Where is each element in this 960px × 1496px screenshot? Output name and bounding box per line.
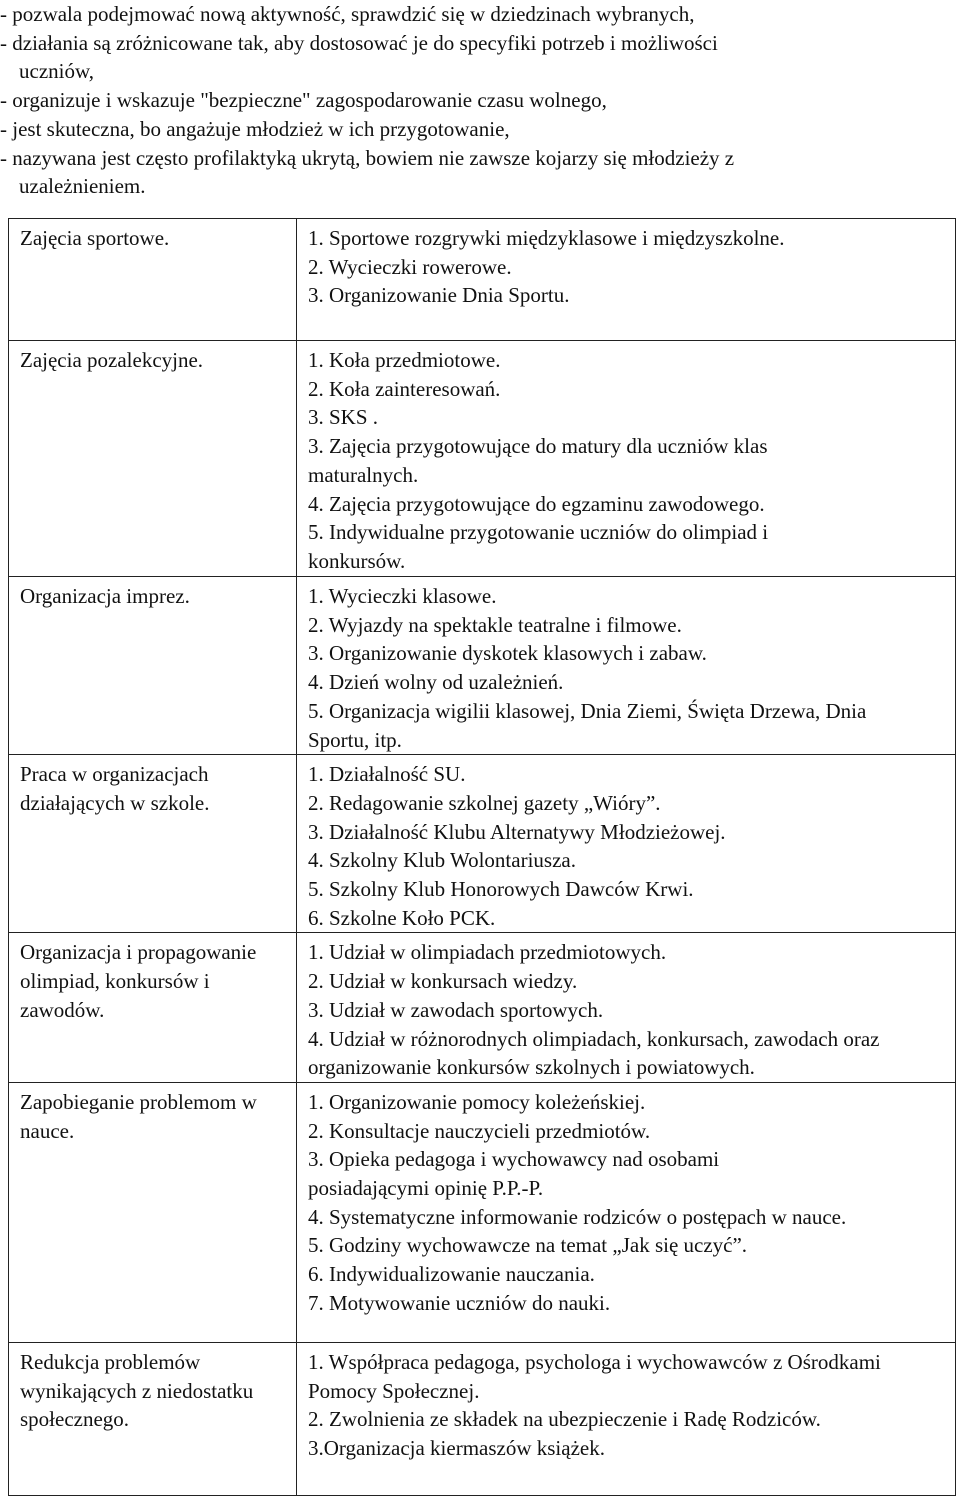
list-item: 6. Indywidualizowanie nauczania.: [308, 1262, 595, 1287]
category-cell: [9, 341, 297, 577]
list-item: 3.Organizacja kiermaszów książek.: [308, 1436, 605, 1461]
list-item: 3. SKS .: [308, 405, 379, 430]
table-row: [9, 341, 956, 577]
category-cell: [9, 933, 297, 1083]
list-item: 5. Szkolny Klub Honorowych Dawców Krwi.: [308, 877, 694, 902]
items-cell: [297, 1342, 956, 1495]
list-item: 5. Indywidualne przygotowanie uczniów do olimpiad i konkursów.: [308, 520, 769, 573]
category-label: Organizacja imprez.: [20, 584, 190, 608]
list-item: 1. Sportowe rozgrywki międzyklasowe i międzyszkolne.: [308, 226, 785, 250]
list-item: 1. Współpraca pedagoga, psychologa i wychowawców z Ośrodkami Pomocy Społecznej.: [308, 1349, 881, 1403]
category-cell: [9, 219, 297, 341]
list-item: 5. Godziny wychowawcze na temat „Jak się uczyć”.: [308, 1233, 748, 1258]
list-item: 2. Redagowanie szkolnej gazety „Wióry”.: [308, 790, 661, 815]
intro-line: - nazywana jest często profilaktyką ukrytą, bowiem nie zawsze kojarzy się młodzieży z: [0, 145, 735, 170]
items-cell: [297, 1082, 956, 1342]
list-item: 4. Dzień wolny od uzależnień.: [308, 670, 564, 695]
activities-table: [8, 218, 956, 1496]
list-item: 4. Udział w różnorodnych olimpiadach, konkursach, zawodach oraz organizowanie konkursów szkolnych i powiatowych.: [308, 1026, 880, 1080]
table-row: [9, 577, 956, 755]
list-item: 3. Organizowanie dyskotek klasowych i zabaw.: [308, 641, 707, 666]
items-cell: [297, 219, 956, 341]
table-row: [9, 755, 956, 933]
category-cell: [9, 755, 297, 933]
items-cell: [297, 933, 956, 1083]
list-item: 7. Motywowanie uczniów do nauki.: [308, 1290, 611, 1315]
list-item: 4. Zajęcia przygotowujące do egzaminu zawodowego.: [308, 491, 765, 516]
list-item: 3. Opieka pedagoga i wychowawcy nad osobami posiadającymi opinię P.P.-P.: [308, 1147, 720, 1201]
list-item: 4. Systematyczne informowanie rodziców o postępach w nauce.: [308, 1204, 847, 1229]
list-item: 3. Organizowanie Dnia Sportu.: [308, 283, 570, 308]
category-label: Zapobieganie problemom w nauce.: [20, 1089, 257, 1143]
list-item: 5. Organizacja wigilii klasowej, Dnia Ziemi, Święta Drzewa, Dnia Sportu, itp.: [308, 698, 867, 752]
list-item: 2. Wycieczki rowerowe.: [308, 254, 512, 279]
list-item: 2. Wyjazdy na spektakle teatralne i filmowe.: [308, 612, 682, 637]
intro-line: - organizuje i wskazuje "bezpieczne" zagospodarowanie czasu wolnego,: [0, 88, 607, 113]
items-cell: [297, 755, 956, 933]
table-row: [9, 219, 956, 341]
category-label: Praca w organizacjach działających w szkole.: [20, 762, 210, 815]
table-row: [9, 1082, 956, 1342]
list-item: 2. Zwolnienia ze składek na ubezpieczenie i Radę Rodziców.: [308, 1407, 821, 1432]
intro-line: uczniów,: [19, 59, 95, 84]
table-row: [9, 1342, 956, 1495]
category-cell: [9, 1342, 297, 1495]
items-cell: [297, 577, 956, 755]
list-item: 4. Szkolny Klub Wolontariusza.: [308, 848, 576, 873]
list-item: 2. Udział w konkursach wiedzy.: [308, 969, 578, 994]
list-item: 2. Koła zainteresowań.: [308, 376, 501, 401]
list-item: 1. Udział w olimpiadach przedmiotowych.: [308, 940, 667, 965]
list-item: 6. Szkolne Koło PCK.: [308, 905, 496, 930]
category-cell: [9, 577, 297, 755]
list-item: 1. Wycieczki klasowe.: [308, 584, 497, 608]
intro-list: [0, 0, 950, 201]
intro-line: - pozwala podejmować nową aktywność, sprawdzić się w dziedzinach wybranych,: [0, 2, 695, 26]
list-item: 1. Organizowanie pomocy koleżeńskiej.: [308, 1089, 646, 1114]
intro-line: - działania są zróżnicowane tak, aby dostosować je do specyfiki potrzeb i możliwości: [0, 30, 718, 55]
list-item: 3. Działalność Klubu Alternatywy Młodzieżowej.: [308, 819, 726, 844]
list-item: 2. Konsultacje nauczycieli przedmiotów.: [308, 1118, 651, 1143]
intro-line: - jest skuteczna, bo angażuje młodzież w ich przygotowanie,: [0, 116, 510, 141]
category-label: Redukcja problemów wynikających z niedostatku społecznego.: [20, 1349, 254, 1432]
table-row: [9, 933, 956, 1083]
category-cell: [9, 1082, 297, 1342]
list-item: 1. Działalność SU.: [308, 762, 466, 787]
list-item: 3. Zajęcia przygotowujące do matury dla uczniów klas maturalnych.: [308, 434, 768, 487]
list-item: 1. Koła przedmiotowe.: [308, 348, 501, 372]
list-item: 3. Udział w zawodach sportowych.: [308, 997, 604, 1022]
intro-line: uzależnieniem.: [19, 174, 146, 199]
category-label: Zajęcia sportowe.: [20, 226, 170, 250]
category-label: Zajęcia pozalekcyjne.: [20, 348, 204, 372]
items-cell: [297, 341, 956, 577]
category-label: Organizacja i propagowanie olimpiad, konkursów i zawodów.: [20, 940, 257, 1022]
